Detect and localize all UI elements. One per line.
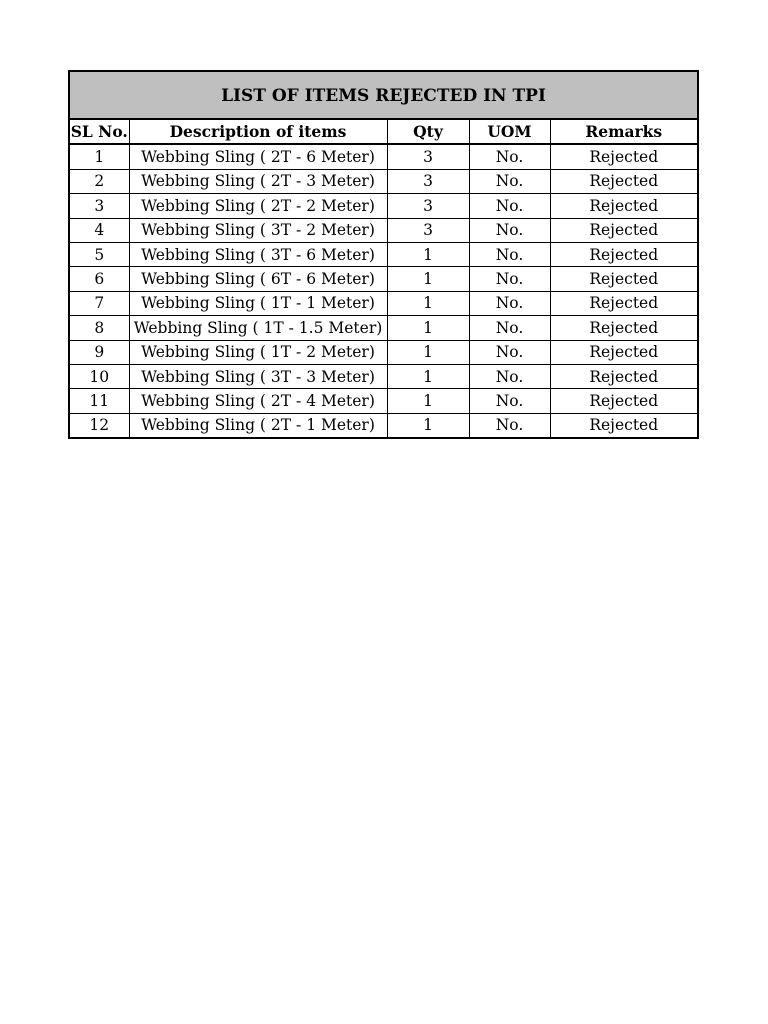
rejected-items-sheet xyxy=(68,70,699,439)
table-row xyxy=(70,364,697,388)
cell-qty: 3 xyxy=(387,218,469,242)
cell-remarks: Rejected xyxy=(550,316,697,340)
cell-qty: 1 xyxy=(387,242,469,266)
cell-remarks: Rejected xyxy=(550,242,697,266)
cell-sl-no: 3 xyxy=(70,194,129,218)
cell-sl-no: 6 xyxy=(70,267,129,291)
cell-uom: No. xyxy=(469,144,550,169)
cell-sl-no: 8 xyxy=(70,316,129,340)
cell-remarks: Rejected xyxy=(550,413,697,437)
cell-description: Webbing Sling ( 2T - 2 Meter) xyxy=(129,194,387,218)
cell-description: Webbing Sling ( 2T - 4 Meter) xyxy=(129,389,387,413)
table-row xyxy=(70,340,697,364)
table-row xyxy=(70,413,697,437)
cell-sl-no: 1 xyxy=(70,144,129,169)
cell-remarks: Rejected xyxy=(550,144,697,169)
cell-sl-no: 5 xyxy=(70,242,129,266)
cell-description: Webbing Sling ( 2T - 3 Meter) xyxy=(129,169,387,193)
items-table xyxy=(70,120,697,437)
cell-remarks: Rejected xyxy=(550,291,697,315)
cell-qty: 1 xyxy=(387,340,469,364)
cell-uom: No. xyxy=(469,364,550,388)
cell-qty: 3 xyxy=(387,194,469,218)
cell-description: Webbing Sling ( 6T - 6 Meter) xyxy=(129,267,387,291)
table-row xyxy=(70,218,697,242)
table-row xyxy=(70,267,697,291)
cell-sl-no: 4 xyxy=(70,218,129,242)
cell-uom: No. xyxy=(469,413,550,437)
cell-description: Webbing Sling ( 1T - 1 Meter) xyxy=(129,291,387,315)
cell-qty: 1 xyxy=(387,389,469,413)
table-row xyxy=(70,194,697,218)
cell-sl-no: 10 xyxy=(70,364,129,388)
cell-sl-no: 12 xyxy=(70,413,129,437)
cell-uom: No. xyxy=(469,169,550,193)
table-row xyxy=(70,291,697,315)
cell-remarks: Rejected xyxy=(550,389,697,413)
cell-qty: 1 xyxy=(387,291,469,315)
cell-sl-no: 2 xyxy=(70,169,129,193)
table-row xyxy=(70,389,697,413)
cell-remarks: Rejected xyxy=(550,267,697,291)
cell-remarks: Rejected xyxy=(550,194,697,218)
cell-uom: No. xyxy=(469,267,550,291)
cell-uom: No. xyxy=(469,242,550,266)
col-header-uom: UOM xyxy=(469,120,550,144)
cell-remarks: Rejected xyxy=(550,340,697,364)
col-header-description: Description of items xyxy=(129,120,387,144)
cell-sl-no: 11 xyxy=(70,389,129,413)
cell-description: Webbing Sling ( 3T - 2 Meter) xyxy=(129,218,387,242)
col-header-sl-no: SL No. xyxy=(70,120,129,144)
table-row xyxy=(70,169,697,193)
cell-remarks: Rejected xyxy=(550,218,697,242)
cell-qty: 1 xyxy=(387,267,469,291)
cell-uom: No. xyxy=(469,389,550,413)
cell-qty: 1 xyxy=(387,364,469,388)
cell-uom: No. xyxy=(469,291,550,315)
col-header-remarks: Remarks xyxy=(550,120,697,144)
table-row xyxy=(70,242,697,266)
cell-sl-no: 9 xyxy=(70,340,129,364)
table-row xyxy=(70,144,697,169)
cell-description: Webbing Sling ( 2T - 6 Meter) xyxy=(129,144,387,169)
cell-remarks: Rejected xyxy=(550,169,697,193)
table-row xyxy=(70,316,697,340)
sheet-title: LIST OF ITEMS REJECTED IN TPI xyxy=(70,72,697,120)
cell-uom: No. xyxy=(469,316,550,340)
header-row xyxy=(70,120,697,144)
cell-qty: 3 xyxy=(387,144,469,169)
cell-sl-no: 7 xyxy=(70,291,129,315)
cell-qty: 1 xyxy=(387,413,469,437)
cell-description: Webbing Sling ( 3T - 3 Meter) xyxy=(129,364,387,388)
cell-description: Webbing Sling ( 1T - 1.5 Meter) xyxy=(129,316,387,340)
cell-description: Webbing Sling ( 1T - 2 Meter) xyxy=(129,340,387,364)
col-header-qty: Qty xyxy=(387,120,469,144)
cell-description: Webbing Sling ( 3T - 6 Meter) xyxy=(129,242,387,266)
cell-qty: 1 xyxy=(387,316,469,340)
cell-uom: No. xyxy=(469,194,550,218)
cell-remarks: Rejected xyxy=(550,364,697,388)
cell-uom: No. xyxy=(469,340,550,364)
cell-qty: 3 xyxy=(387,169,469,193)
cell-description: Webbing Sling ( 2T - 1 Meter) xyxy=(129,413,387,437)
cell-uom: No. xyxy=(469,218,550,242)
